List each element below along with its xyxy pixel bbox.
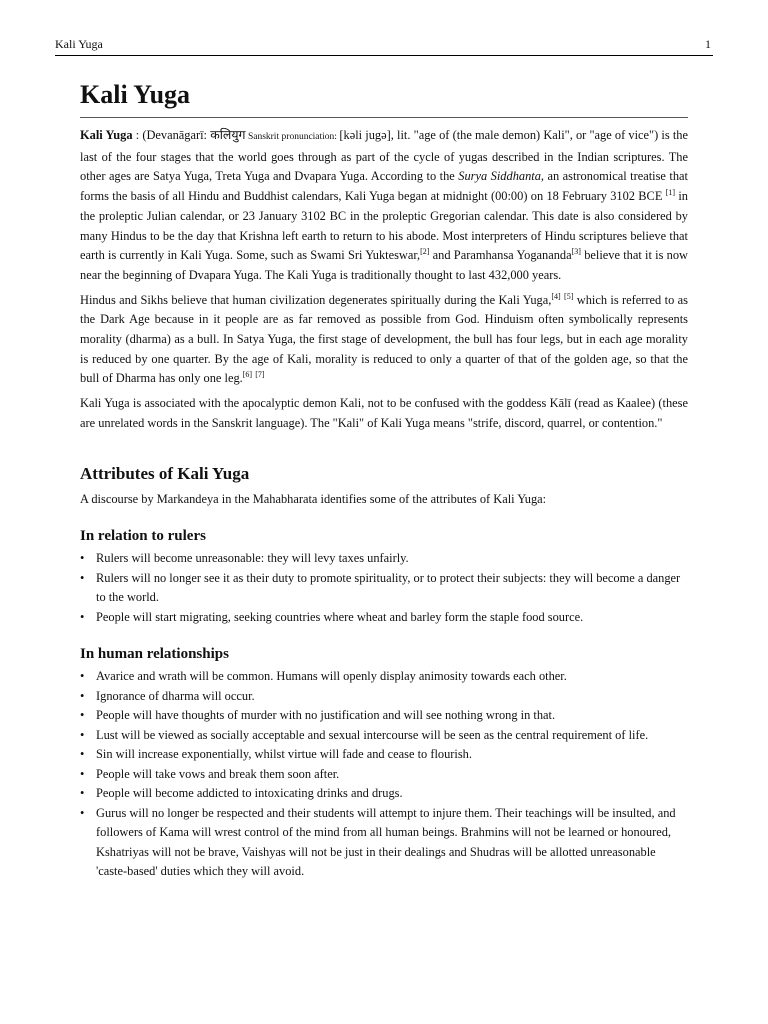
list-item: • Sin will increase exponentially, whilst virtue will fade and cease to flourish. [80,745,688,765]
intro-term: Kali Yuga [80,128,133,142]
citation-5[interactable]: [5] [564,291,574,301]
list-item: • Avarice and wrath will be common. Humans will openly display animosity towards each other. [80,667,688,687]
list-item: • People will start migrating, seeking countries where wheat and barley form the staple food source. [80,608,688,628]
rulers-list [80,549,688,627]
article-title: Kali Yuga [80,78,688,118]
running-title: Kali Yuga [55,37,103,51]
citation-4[interactable]: [4] [551,291,561,301]
intro-paragraph [80,126,688,286]
relationships-heading: In human relationships [80,646,229,663]
citation-6[interactable]: [6] [242,370,253,380]
running-header [55,36,713,56]
list-item: • People will have thoughts of murder with no justification and will see nothing wrong in that. [80,706,688,726]
intro-text-3: , an astronomical treatise that forms the basis of all Hindu and Buddhist calendars, Kali Yuga began at midnight (00:00) on 18 February 3102 BCE [80,169,688,204]
rulers-heading: In relation to rulers [80,528,206,545]
list-item: • Rulers will no longer see it as their duty to promote spirituality, or to protect their subjects: they will become a danger to the world. [80,569,688,608]
devanagari-script: कलियुग [210,128,246,142]
attributes-intro: A discourse by Markandeya in the Mahabharata identifies some of the attributes of Kali Yuga: [80,491,547,506]
para2-text-1: Hindus and Sikhs believe that human civilization degenerates spiritually during the Kali Yuga, [80,292,552,307]
para2-text-2: which is referred to as the Dark Age because in it people are as far removed as possible from God. Hinduism often symbolically represents morality (dharma) as a bull. In Satya Yuga, the first stage of development, the bull has four legs, but in each age morality is reduced by one quarter. By the age of Kali, morality is reduced to only a quarter of that of the golden age, so that the bull of Dharma has only one leg. [80,292,688,386]
ipa-pronunciation: [kəli jugə] [339,128,391,142]
list-item: • Rulers will become unreasonable: they will levy taxes unfairly. [80,549,688,569]
intro-text-2: , lit. "age of (the male demon) Kali", or "age of vice") is the last of the four stages that the world goes through as part of the cycle of yugas described in the Indian scriptures. The other ages are Satya Yuga, Treta Yuga and Dvapara Yuga. According to the [80,128,689,184]
dark-age-paragraph [80,291,688,390]
attributes-heading: Attributes of Kali Yuga [80,463,250,483]
citation-2[interactable]: [2] [420,247,430,257]
citation-3[interactable]: [3] [571,247,581,257]
surya-siddhanta-title: Surya Siddhanta [458,169,541,184]
kali-meaning-paragraph: Kali Yuga is associated with the apocalyptic demon Kali, not to be confused with the goddess Kālī (read as Kaalee) (these are unrelated words in the Sanskrit language). The "Kali" of Kali Yuga means "strife, discord, quarrel, or contention." [80,396,688,430]
intro-text-5: and Paramhansa Yogananda [429,248,572,263]
pronunciation-label: Sanskrit pronunciation: [245,132,340,142]
list-item: • Lust will be viewed as socially acceptable and sexual intercourse will be seen as the central requirement of life. [80,726,688,746]
relationships-list [80,667,688,882]
citation-7[interactable]: [7] [255,370,265,380]
list-item: • People will become addicted to intoxicating drinks and drugs. [80,784,688,804]
list-item: • Ignorance of dharma will occur. [80,687,688,707]
list-item: • Gurus will no longer be respected and their students will attempt to injure them. Their teachings will be insulted, and followers of Kama will wrest control of the mind from all human beings. Brahmins will not be learned or honoured, Kshatriyas will not be brave, Vaishyas will not be just in their dealings and Shudras will be allotted unreasonable 'caste-based' duties which they will avoid. [80,804,688,882]
list-item: • People will take vows and break them soon after. [80,765,688,785]
intro-text-1: : (Devanāgarī: [132,128,211,142]
page-number: 1 [705,37,711,51]
intro-text-6: believe that it is now near the beginning of Dvapara Yuga. The Kali Yuga is traditionally thought to last 432,000 years. [80,248,688,282]
article-body [80,78,688,882]
citation-1[interactable]: [1] [665,187,676,197]
intro-text-4: in the proleptic Julian calendar, or 23 January 3102 BC in the proleptic Gregorian calendar. This date is also considered by many Hindus to be the day that Krishna left earth to return to his abode. Most interpreters of Hindu scriptures believe that earth is currently in Kali Yuga. Some, such as Swami Sri Yukteswar, [80,189,688,263]
